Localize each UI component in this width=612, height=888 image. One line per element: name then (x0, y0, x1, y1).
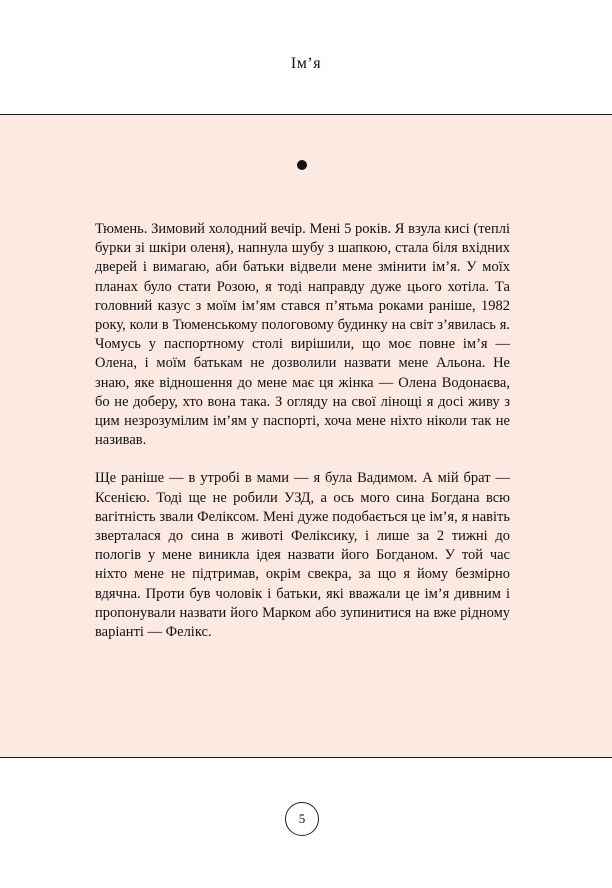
body-text (95, 220, 510, 642)
section-bullet-icon (297, 160, 307, 170)
running-header-title: Ім’я (290, 55, 322, 72)
paragraph-2: Ще раніше — в утробі в мами — я була Вадимом. А мій брат — Ксенією. Тоді ще не робили УЗД, а ось мого сина Богдана всю вагітність звали Феліксом. Мені дуже подобається це ім’я, я навіть зверталася до сина в животі Феліксику, і лише за 2 тижні до пологів у мене виникла ідея назвати його Богданом. У той час ніхто мене не підтримав, окрім свекра, за що я йому безмірно вдячна. Проти був чоловік і батьки, які вважали це ім’я дивним і пропонували назвати його Марком або зупинитися на вже рідному варіанті — Фелікс. (95, 470, 510, 641)
page-number-badge: 5 (285, 802, 319, 836)
paragraph-1: Тюмень. Зимовий холодний вечір. Мені 5 років. Я взула кисі (теплі бурки зі шкіри оленя), напнула шубу з шапкою, стала біля вхідних дверей і вимагаю, аби батьки відвели мене змінити ім’я. У моїх планах було стати Розою, я тоді направду дуже цього хотіла. Та головний казус з моїм ім’ям стався п’ятьма роками раніше, 1982 року, коли в Тюменському пологовому будинку на світ з’явилась я. Чомусь у паспортному столі вирішили, що моє повне ім’я — Олена, і моїм батькам не дозволили назвати мене Альона. Не знаю, яке відношення до мене має ця жінка — Олена Водонаєва, бо не доберу, хто вона така. З огляду на свої лінощі я досі живу з цим незрозумілим ім’ям у паспорті, хоча мене ніхто ніколи так не називав. (95, 221, 510, 449)
